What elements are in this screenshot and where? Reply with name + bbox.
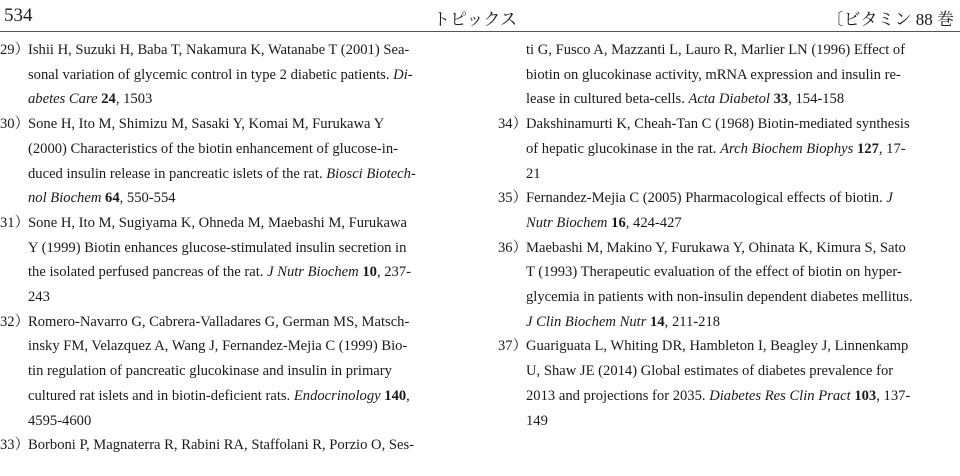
reference-line [526, 162, 960, 187]
reference-line [526, 359, 960, 384]
reference-text: 4595-4600 [28, 412, 92, 429]
reference-text: Dakshinamurti K, Cheah-Tan C (1968) Biotin-mediated synthesis [526, 116, 910, 133]
reference-entry [0, 112, 462, 211]
journal-name: Biosci Biotech- [326, 165, 416, 182]
reference-line [28, 236, 462, 261]
reference-line [28, 162, 462, 187]
volume-number: 64 [105, 190, 120, 207]
reference-line [28, 384, 462, 409]
header-rule [0, 31, 960, 32]
reference-text: Ishii H, Suzuki H, Baba T, Nakamura K, Watanabe T (2001) Sea- [28, 42, 410, 58]
reference-entry [498, 112, 960, 186]
journal-name: J [886, 190, 893, 207]
reference-text: glycemia in patients with non-insulin dependent diabetes mellitus. [526, 289, 913, 306]
reference-text: sonal variation of glycemic control in type 2 diabetic patients. [28, 66, 394, 83]
reference-text: Maebashi M, Makino Y, Furukawa Y, Ohinata K, Kimura S, Sato [526, 239, 906, 256]
reference-line [28, 409, 462, 434]
reference-text: Romero-Navarro G, Cabrera-Valladares G, German MS, Matsch- [28, 313, 410, 330]
volume-number: 24 [101, 91, 116, 108]
reference-line [28, 260, 462, 285]
reference-text: , 550-554 [119, 190, 176, 207]
reference-text: , 424-427 [625, 214, 682, 231]
reference-line [28, 186, 462, 211]
reference-text: , 211-218 [664, 313, 721, 330]
reference-number: 33） [0, 437, 30, 454]
reference-number: 30） [0, 116, 30, 133]
reference-number: 31） [0, 214, 30, 231]
reference-number: 34） [498, 116, 528, 133]
reference-text: the isolated perfused pancreas of the rat. [28, 264, 268, 281]
reference-text: duced insulin release in pancreatic islets of the rat. [28, 165, 327, 182]
journal-name: Acta Diabetol [688, 91, 770, 108]
volume-number: 140 [384, 387, 407, 404]
reference-text: T (1993) Therapeutic evaluation of the effect of biotin on hyper- [526, 264, 902, 281]
reference-text: Y (1999) Biotin enhances glucose-stimulated insulin secretion in [28, 239, 407, 256]
reference-continuation [498, 38, 960, 112]
reference-line [526, 310, 960, 335]
reference-entry [0, 310, 462, 434]
reference-text: of hepatic glucokinase in the rat. [526, 140, 721, 157]
reference-text: Sone H, Ito M, Shimizu M, Sasaki Y, Komai M, Furukawa Y [28, 116, 385, 133]
reference-text: , 1503 [115, 91, 153, 108]
reference-line [28, 137, 462, 162]
reference-line [526, 211, 960, 236]
section-title: トピックス [433, 10, 518, 29]
reference-line [28, 310, 462, 335]
reference-entry [0, 38, 462, 112]
reference-text: tin regulation of pancreatic glucokinase and insulin in primary [28, 363, 392, 380]
reference-text: 243 [28, 289, 50, 306]
reference-text: Fernandez-Mejia C (2005) Pharmacological effects of biotin. [526, 190, 887, 207]
reference-text: 21 [526, 165, 541, 182]
reference-line [28, 87, 462, 112]
reference-line [28, 211, 462, 236]
reference-text: insky FM, Velazquez A, Wang J, Fernandez-Mejia C (1999) Bio- [28, 338, 408, 355]
reference-number: 37） [498, 338, 528, 355]
journal-name: abetes Care [28, 91, 98, 108]
reference-entry [498, 334, 960, 433]
reference-text: (2000) Characteristics of the biotin enhancement of glucose-in- [28, 140, 398, 157]
reference-text: Guariguata L, Whiting DR, Hambleton I, Beagley J, Linnenkamp [526, 338, 909, 355]
reference-number: 35） [498, 190, 528, 207]
volume-number: 16 [611, 214, 626, 231]
reference-line [526, 384, 960, 409]
reference-text: , [406, 387, 410, 404]
reference-line [28, 63, 462, 88]
reference-line [28, 285, 462, 310]
reference-text: , 17- [878, 140, 906, 157]
reference-text: , 154-158 [788, 91, 845, 108]
volume-number: 14 [650, 313, 665, 330]
reference-line [28, 334, 462, 359]
journal-name: J Nutr Biochem [267, 264, 359, 281]
journal-name: Di- [393, 66, 413, 83]
reference-line [526, 260, 960, 285]
reference-line [526, 63, 960, 88]
journal-name: Endocrinology [293, 387, 381, 404]
reference-line [28, 433, 462, 458]
reference-line [526, 334, 960, 359]
journal-volume: 〔ビタミン 88 巻 [826, 10, 954, 29]
reference-line [526, 112, 960, 137]
journal-name: Diabetes Res Clin Pract [709, 387, 851, 404]
page-number: 534 [4, 5, 33, 26]
reference-line [526, 285, 960, 310]
reference-line [526, 186, 960, 211]
reference-line [526, 236, 960, 261]
reference-text: cultured rat islets and in biotin-deficient rats. [28, 387, 294, 404]
reference-entry [0, 433, 462, 458]
reference-text: 2013 and projections for 2035. [526, 387, 710, 404]
reference-text: , 137- [876, 387, 911, 404]
journal-name: nol Biochem [28, 190, 102, 207]
reference-entry [0, 211, 462, 310]
volume-number: 10 [362, 264, 377, 281]
reference-line [526, 38, 960, 63]
journal-name: J Clin Biochem Nutr [526, 313, 647, 330]
reference-column-left [0, 38, 462, 458]
reference-number: 36） [498, 239, 528, 256]
reference-entry [498, 236, 960, 335]
reference-line [526, 137, 960, 162]
reference-line [526, 409, 960, 434]
volume-number: 33 [773, 91, 789, 108]
reference-entry [498, 186, 960, 235]
reference-text: lease in cultured beta-cells. [526, 91, 689, 108]
reference-number: 32） [0, 313, 30, 330]
volume-number: 127 [856, 140, 879, 157]
journal-name: Nutr Biochem [526, 214, 608, 231]
reference-line [526, 87, 960, 112]
reference-text: 149 [526, 412, 548, 429]
reference-text: , 237- [376, 264, 411, 281]
reference-text: U, Shaw JE (2014) Global estimates of diabetes prevalence for [526, 363, 894, 380]
reference-number: 29） [0, 42, 30, 58]
reference-column-right [498, 38, 960, 433]
volume-number: 103 [854, 387, 877, 404]
reference-text: biotin on glucokinase activity, mRNA expression and insulin re- [526, 66, 901, 83]
reference-line [28, 112, 462, 137]
reference-text: Borboni P, Magnaterra R, Rabini RA, Staffolani R, Porzio O, Ses- [28, 437, 415, 454]
journal-name: Arch Biochem Biophys [720, 140, 854, 157]
reference-text: ti G, Fusco A, Mazzanti L, Lauro R, Marlier LN (1996) Effect of [526, 42, 906, 58]
reference-line [28, 38, 462, 63]
reference-line [28, 359, 462, 384]
reference-text: Sone H, Ito M, Sugiyama K, Ohneda M, Maebashi M, Furukawa [28, 214, 407, 231]
page-header [0, 0, 960, 30]
